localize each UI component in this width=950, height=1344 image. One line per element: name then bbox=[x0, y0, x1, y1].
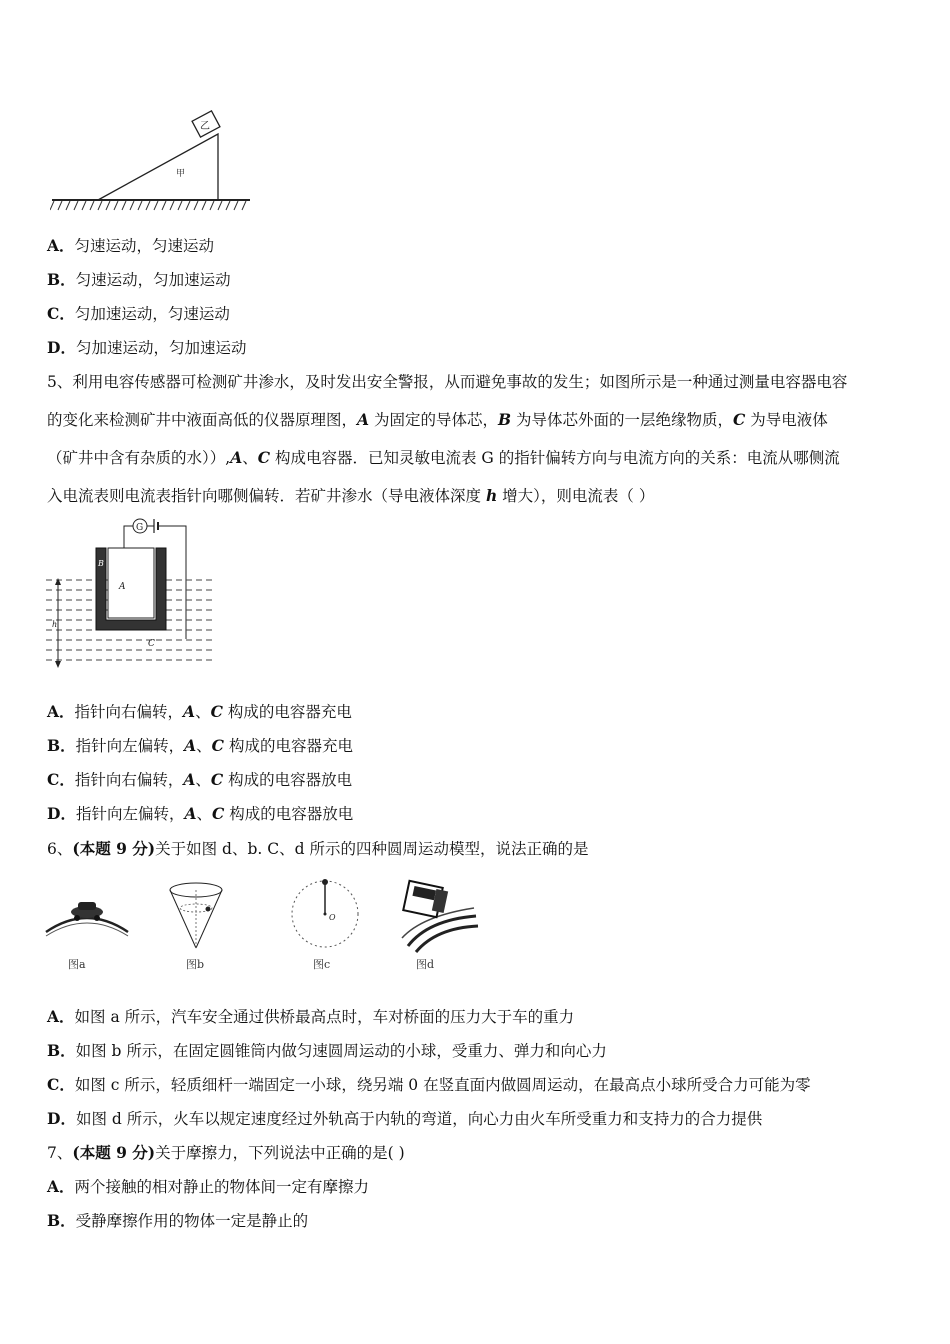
q5-option-c: C．指针向右偏转，A、C 构成的电容器放电 bbox=[47, 770, 353, 789]
q5-option-b: B．指针向左偏转，A、C 构成的电容器充电 bbox=[47, 736, 353, 755]
q7-option-b: B．受静摩擦作用的物体一定是静止的 bbox=[47, 1211, 309, 1230]
fig-c-label: 图c bbox=[313, 958, 331, 971]
capacitor-figure bbox=[44, 514, 219, 674]
galvanometer-label: G bbox=[136, 523, 144, 533]
q5-option-a: A．指针向右偏转，A、C 构成的电容器充电 bbox=[47, 702, 352, 721]
q5-option-d: D．指针向左偏转，A、C 构成的电容器放电 bbox=[47, 804, 354, 823]
q6-option-a: A．如图 a 所示，汽车安全通过供桥最高点时，车对桥面的压力大于车的重力 bbox=[47, 1007, 575, 1026]
q7-option-a: A．两个接触的相对静止的物体间一定有摩擦力 bbox=[47, 1177, 370, 1196]
conductor-A bbox=[108, 548, 154, 618]
fig-d-train-curve bbox=[398, 876, 480, 954]
q5-stem-line-4: 入电流表则电流表指针向哪侧偏转．若矿井渗水（导电液体深度 h 增大），则电流表（ ） bbox=[47, 486, 655, 505]
q6-option-c: C．如图 c 所示，轻质细杆一端固定一小球，绕另端 0 在竖直面内做圆周运动，在最高点小球所受合力可能为零 bbox=[47, 1075, 811, 1094]
incline-figure bbox=[50, 110, 255, 215]
q6-option-b: B．如图 b 所示，在固定圆锥筒内做匀速圆周运动的小球，受重力、弹力和向心力 bbox=[47, 1041, 607, 1060]
ground-hatching bbox=[50, 201, 246, 210]
fig-c-rod-circle bbox=[289, 876, 361, 952]
wedge-label: 甲 bbox=[176, 169, 186, 179]
q5-stem-line-2: 的变化来检测矿井中液面高低的仪器原理图，A 为固定的导体芯，B 为导体芯外面的一层绝缘物质，C 为导电液体 bbox=[47, 410, 828, 429]
label-A: A bbox=[119, 582, 126, 592]
fig-a-bridge-car bbox=[44, 890, 130, 940]
label-h: h bbox=[52, 620, 58, 629]
label-B: B bbox=[98, 559, 104, 568]
q4-option-a: A．匀速运动，匀速运动 bbox=[47, 236, 215, 255]
q6-option-d: D．如图 d 所示，火车以规定速度经过外轨高于内轨的弯道，向心力由火车所受重力和支持力的合力提供 bbox=[47, 1109, 763, 1128]
fig-b-label: 图b bbox=[186, 958, 205, 971]
fig-d-label: 图d bbox=[416, 958, 435, 971]
label-C: C bbox=[148, 639, 155, 649]
block-label: 乙 bbox=[200, 121, 210, 132]
q4-option-b: B．匀速运动，匀加速运动 bbox=[47, 270, 231, 289]
q5-stem-line-3: （矿井中含有杂质的水））,A、C 构成电容器．已知灵敏电流表 G 的指针偏转方向与电流方向的关系：电流从哪侧流 bbox=[47, 448, 840, 467]
fig-c-center-label: O bbox=[329, 913, 336, 922]
fig-a-label: 图a bbox=[68, 958, 86, 971]
q6-stem: 6、(本题 9 分)关于如图 d、b. C、d 所示的四种圆周运动模型，说法正确的是 bbox=[47, 839, 589, 858]
q5-stem-line-1: 5、利用电容传感器可检测矿井渗水，及时发出安全警报，从而避免事故的发生；如图所示是一种通过测量电容器电容 bbox=[47, 373, 848, 391]
q4-option-c: C．匀加速运动，匀速运动 bbox=[47, 304, 230, 323]
q4-option-d: D．匀加速运动，匀加速运动 bbox=[47, 338, 247, 357]
q7-stem: 7、(本题 9 分)关于摩擦力，下列说法中正确的是( ) bbox=[47, 1143, 405, 1162]
incline-wedge bbox=[98, 134, 218, 200]
fig-b-cone bbox=[168, 880, 224, 952]
